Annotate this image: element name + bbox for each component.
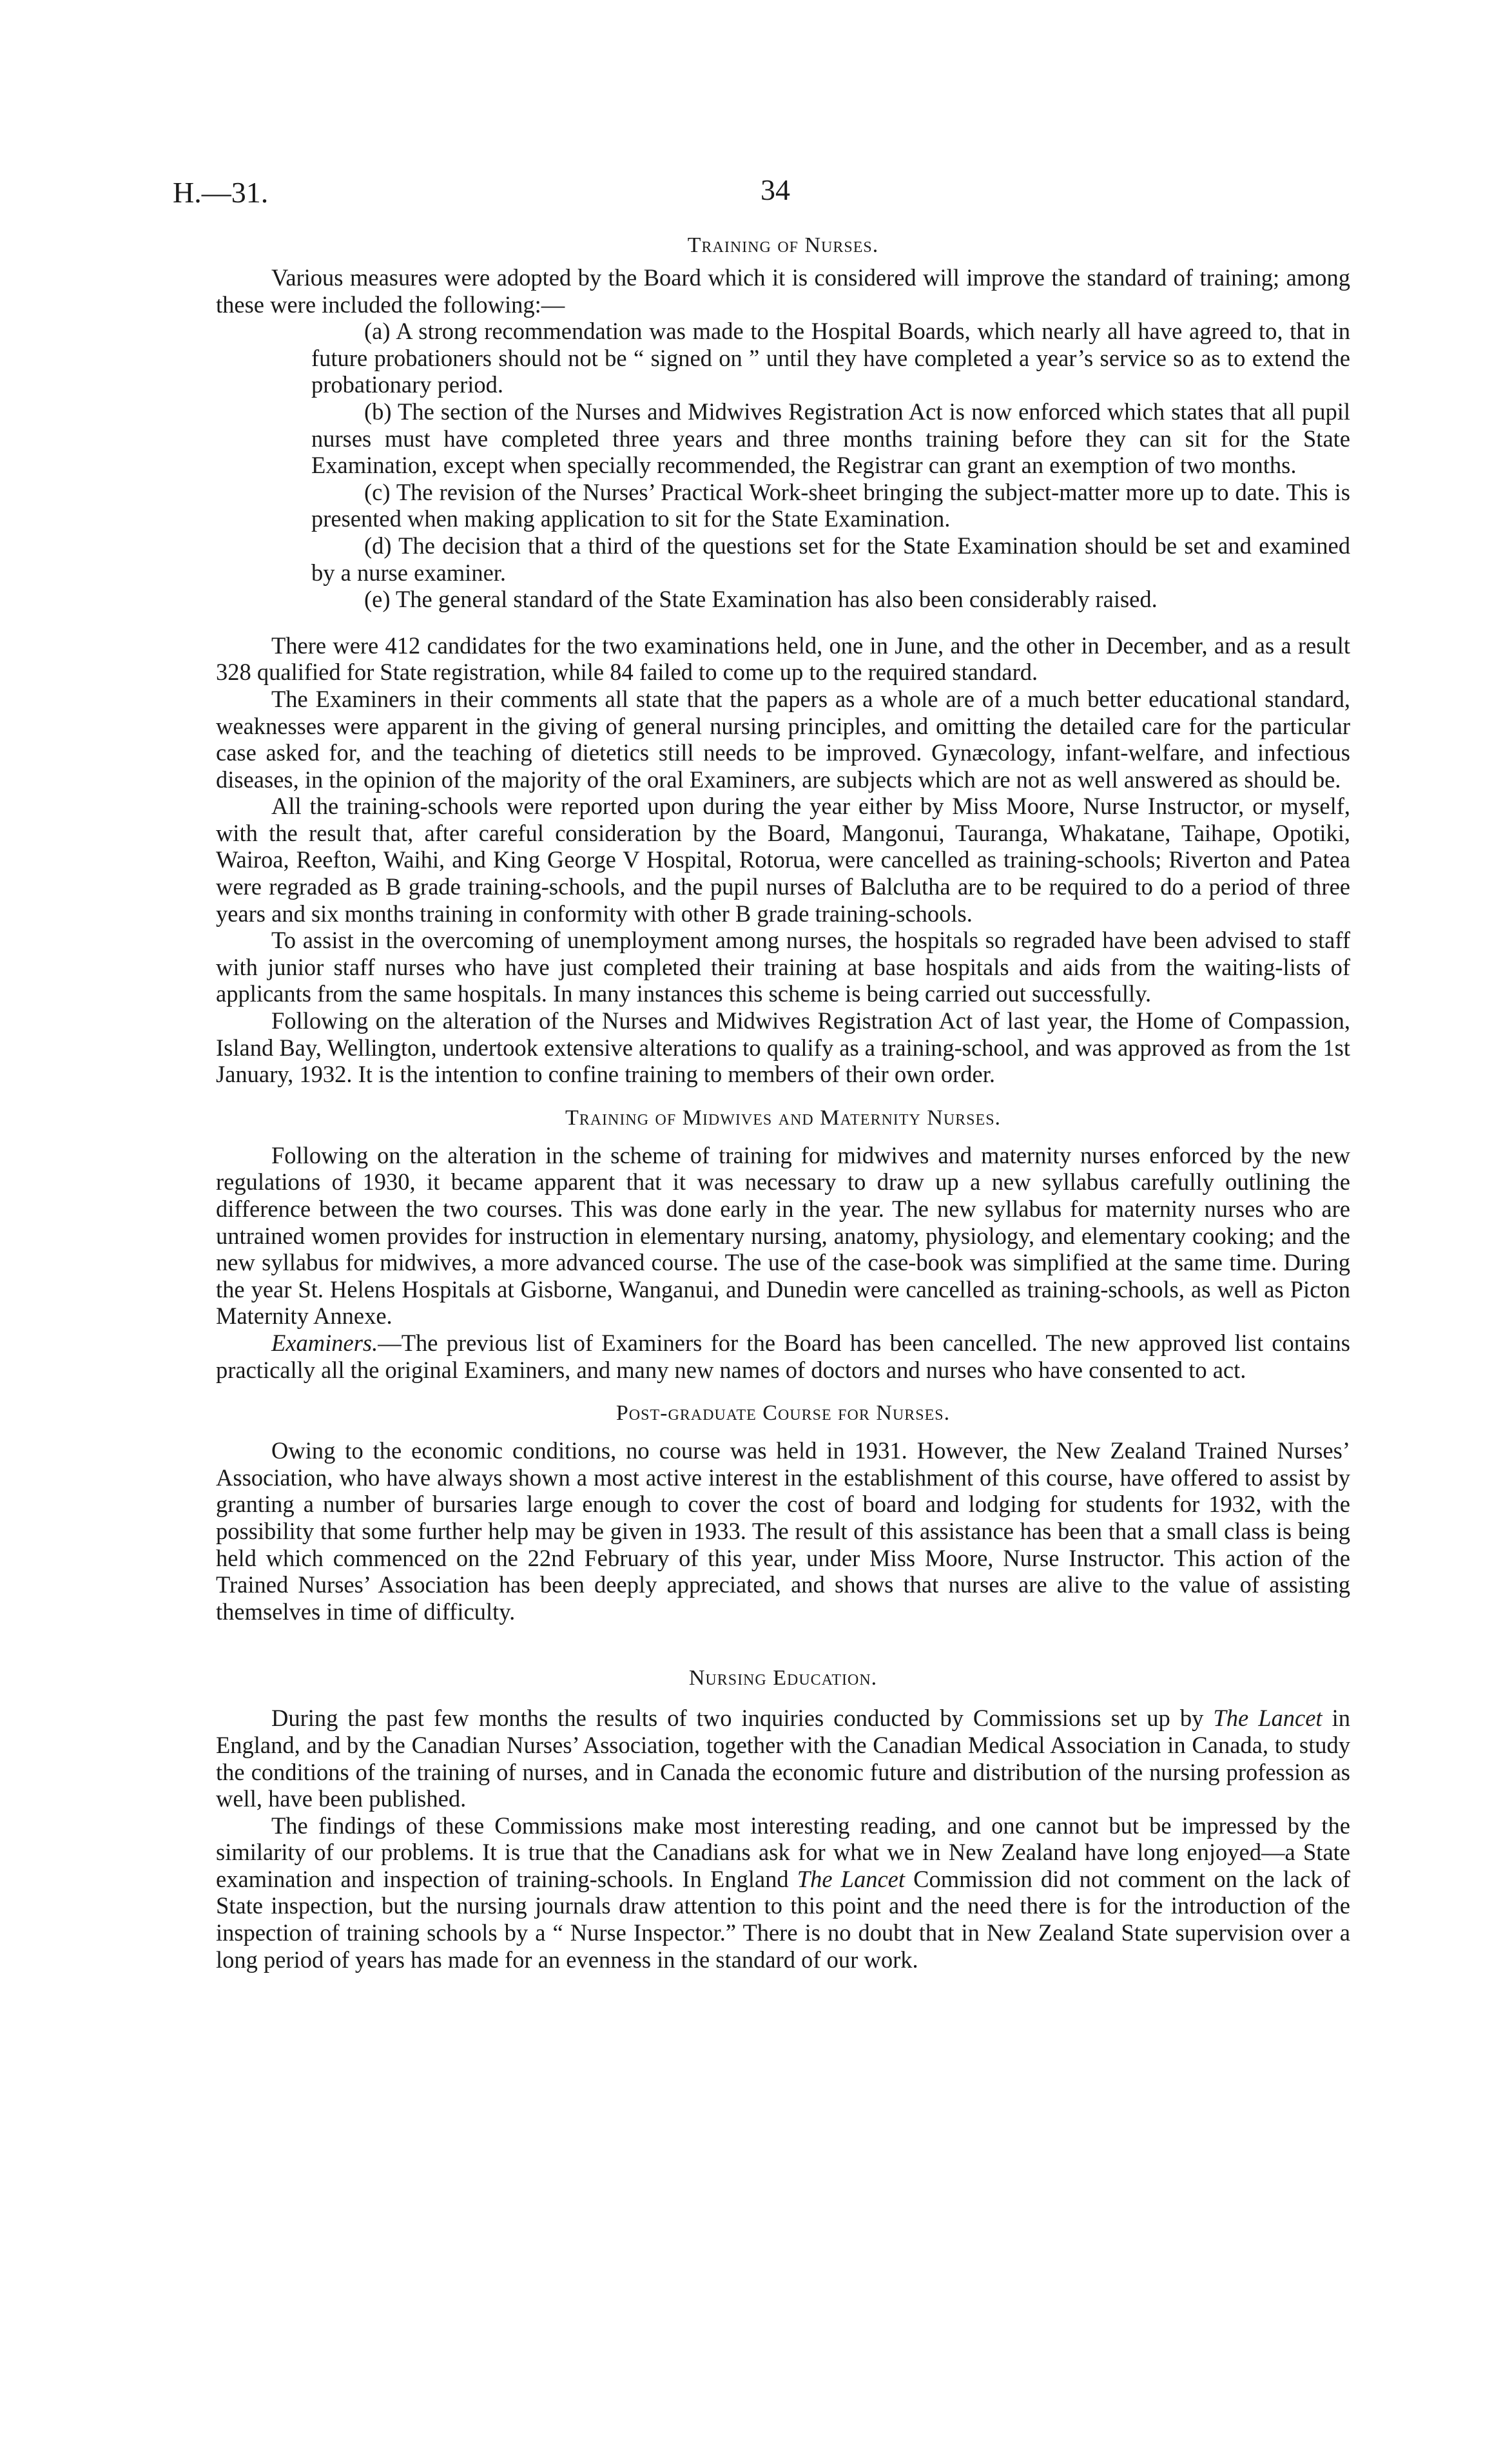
paragraph-examiners-comments: The Examiners in their comments all state that the papers as a whole are of a much better educational standard, weaknesses were apparent in the giving of general nursing principles, and omitting the detailed care for the particular case asked for, and the teaching of dietetics still needs to be improved. Gynæcology, infant-welfare, and infectious diseases, in the opinion of the majority of the oral Examiners, are subjects which are not as well answered as should be. bbox=[216, 685, 1350, 793]
text-run: During the past few months the results of two inquiries conducted by Commissions set up by bbox=[271, 1705, 1214, 1732]
paragraph-training-schools: All the training-schools were reported upon during the year either by Miss Moore, Nurse Instructor, or myself, with the result that, after careful consideration by the Board, Mangonui, Tauranga, Whakatane, Taihape, Opotiki, Wairoa, Reefton, Waihi, and King George V Hospital, Rotorua, were cancelled as training-schools; Riverton and Patea were regraded as B grade training-schools, and the pupil nurses of Balclutha are to be required to do a period of three years and six months training in conformity with other B grade training-schools. bbox=[216, 793, 1350, 927]
paragraph-unemployment: To assist in the overcoming of unemployment among nurses, the hospitals so regraded have been advised to staff with junior staff nurses who have just completed their training at base hospitals and aids from the waiting-lists of applicants from the same hospitals. In many instances this scheme is being carried out successfully. bbox=[216, 927, 1350, 1007]
text-run: Commission did not comment on the lack of State inspection, but the nursing journals draw attention to this point and the need there is for the introduction of the inspection of training schools by a “ Nurse Inspector.” There is no doubt that in New Zealand State supervision over a long period of years has made for an evenness in the standard of our work. bbox=[216, 1865, 1350, 1973]
paragraph-post-graduate: Owing to the economic conditions, no course was held in 1931. However, the New Zealand Trained Nurses’ Association, who have always shown a most active interest in the establishment of this course, have offered to assist by granting a number of bursaries large enough to cover the cost of board and lodging for students for 1932, with the possibility that some further help may be given in 1933. The result of this assistance has been that a small class is being held which commenced on the 22nd February of this year, under Miss Moore, Nurse Instructor. This action of the Trained Nurses’ Association has been deeply appreciated, and shows that nurses are alive to the value of assisting themselves in time of difficulty. bbox=[216, 1437, 1350, 1625]
heading-post-graduate-course: Post-graduate Course for Nurses. bbox=[615, 1401, 951, 1426]
paragraph-midwives-syllabus: Following on the alteration in the scheme of training for midwives and maternity nurses enforced by the new regulations of 1930, it became apparent that it was necessary to draw up a new syllabus carefully outlining the difference between the two courses. This was done early in the year. The new syllabus for maternity nurses who are untrained women provides for instruction in elementary nursing, anatomy, physiology, and elementary cooking; and the new syllabus for midwives, a more advanced course. The use of the case-book was simplified at the same time. During the year St. Helens Hospitals at Gisborne, Wanganui, and Dunedin were cancelled as training-schools, as well as Picton Maternity Annexe. bbox=[216, 1141, 1350, 1330]
text-run: in England, and by the Canadian Nurses’ Association, together with the Canadian Medical Association in Canada, to study the conditions of the training of nurses, and in Canada the economic future and distribution of the nursing profession as well, have been published. bbox=[216, 1705, 1351, 1812]
list-item-e: (e) The general standard of the State Examination has also been considerably raised. bbox=[364, 586, 1158, 613]
publication-title: The Lancet bbox=[1213, 1705, 1323, 1732]
text-run: The findings of these Commissions make most interesting reading, and one cannot but be impressed by the similarity of our problems. It is true that the Canadians ask for what we in New Zealand have long enjoyed—a State examination and inspection of training-schools. In England bbox=[216, 1812, 1350, 1892]
paragraph-candidates: There were 412 candidates for the two examinations held, one in June, and the other in December, and as a result 328 qualified for State registration, while 84 failed to come up to the required standard. bbox=[216, 632, 1350, 686]
document-reference: H.—31. bbox=[173, 176, 269, 209]
page-content bbox=[216, 232, 1350, 1973]
heading-training-of-midwives: Training of Midwives and Maternity Nurses. bbox=[565, 1105, 1002, 1130]
paragraph-home-of-compassion: Following on the alteration of the Nurses and Midwives Registration Act of last year, the Home of Compassion, Island Bay, Wellington, undertook extensive alterations to qualify as a training-school, and was approved as from the 1st January, 1932. It is the intention to confine training to members of their own order. bbox=[216, 1007, 1350, 1088]
list-item-a: (a) A strong recommendation was made to the Hospital Boards, which nearly all have agreed to, that in future probationers should not be “ signed on ” until they have completed a year’s service so as to extend the probationary period. bbox=[311, 318, 1350, 398]
page-number: 34 bbox=[761, 173, 790, 206]
list-item-d: (d) The decision that a third of the questions set for the State Examination should be set and examined by a nurse examiner. bbox=[311, 532, 1350, 586]
paragraph-findings bbox=[216, 1812, 1350, 1973]
list-item-b: (b) The section of the Nurses and Midwives Registration Act is now enforced which states that all pupil nurses must have completed three years and three months training before they can sit for the State Examination, except when specially recommended, the Registrar can grant an exemption of two months. bbox=[311, 398, 1350, 479]
paragraph-commissions bbox=[216, 1705, 1350, 1812]
paragraph-examiners bbox=[216, 1330, 1350, 1383]
heading-nursing-education: Nursing Education. bbox=[688, 1666, 878, 1691]
examiners-lead: Examiners. bbox=[271, 1329, 378, 1356]
examiners-text: —The previous list of Examiners for the Board has been cancelled. The new approved list contains practically all the original Examiners, and many new names of doctors and nurses who have consented to act. bbox=[216, 1329, 1350, 1383]
heading-training-of-nurses: Training of Nurses. bbox=[687, 233, 879, 257]
list-item-c: (c) The revision of the Nurses’ Practical Work-sheet bringing the subject-matter more up to date. This is presented when making application to sit for the State Examination. bbox=[311, 478, 1350, 532]
publication-title: The Lancet bbox=[797, 1865, 906, 1892]
paragraph-nurses-intro: Various measures were adopted by the Board which it is considered will improve the standard of training; among these were included the following:— bbox=[216, 264, 1350, 318]
